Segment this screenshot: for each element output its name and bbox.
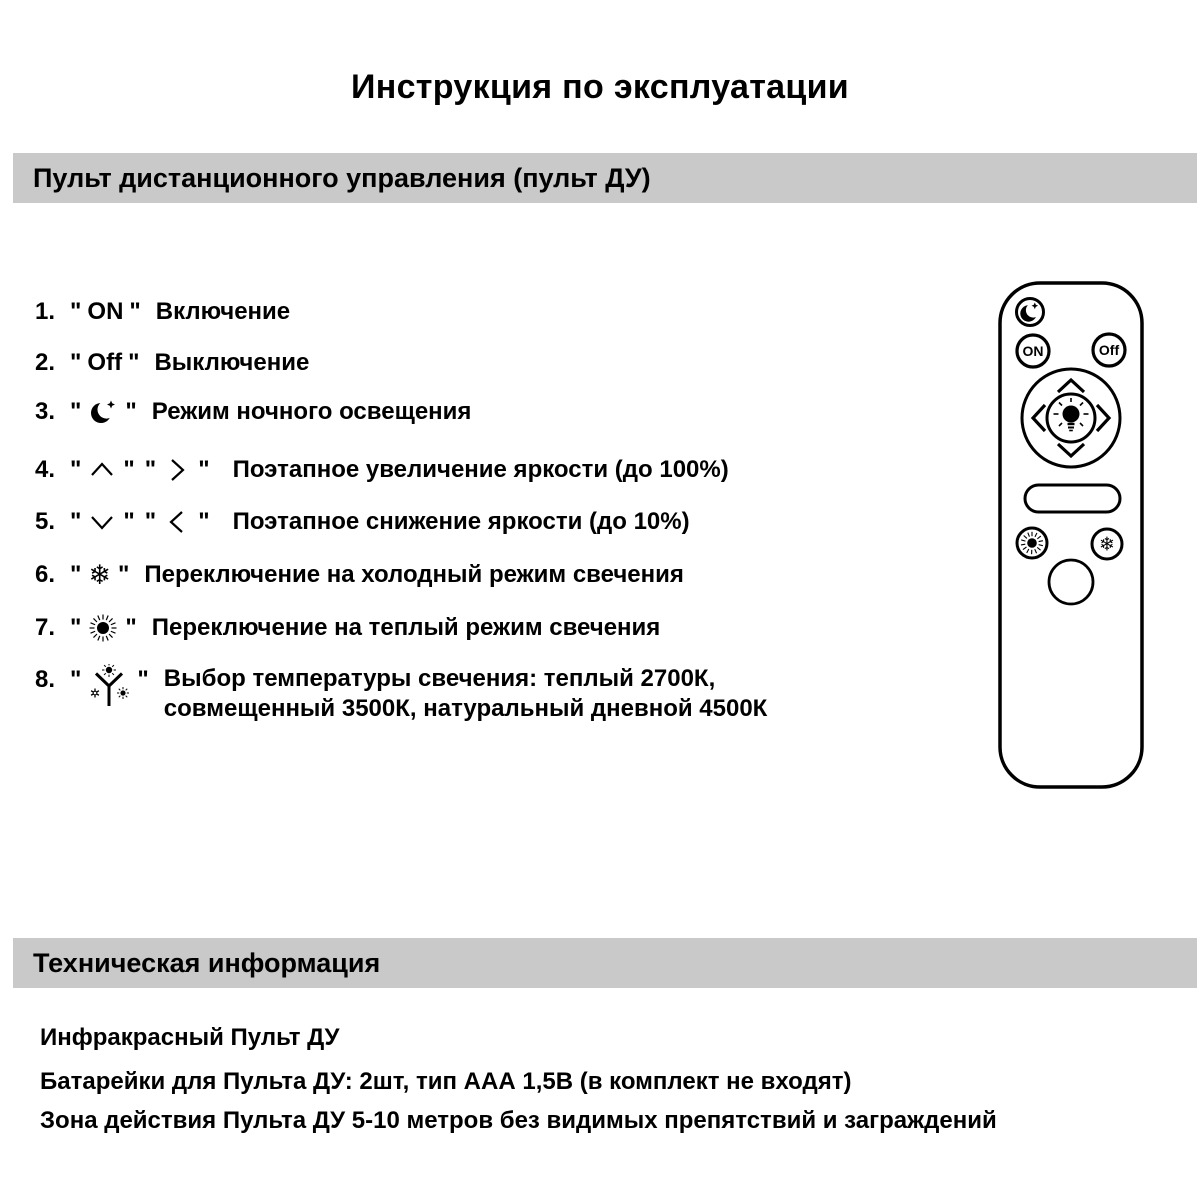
off-button-label: Off <box>1098 342 1120 358</box>
item-label: Переключение на теплый режим свечения <box>151 614 661 641</box>
snowflake-icon: ❄ <box>88 559 112 591</box>
item-number: 1. <box>35 298 56 325</box>
temperature-select-icon <box>88 664 130 710</box>
item-label: Выключение <box>154 349 310 376</box>
tech-info-line-1: Инфракрасный Пульт ДУ <box>40 1024 340 1051</box>
item-number: 5. <box>35 508 56 535</box>
quote-mark: " <box>125 398 137 425</box>
item-label-line-2: совмещенный 3500К, натуральный дневной 4500К <box>163 695 768 722</box>
sun-icon <box>1027 538 1037 548</box>
item-label: Переключение на холодный режим свечения <box>144 561 684 588</box>
list-item-warm-mode <box>35 612 660 644</box>
quote-mark: " <box>70 614 82 641</box>
list-item-brightness-down <box>35 506 690 538</box>
quote-mark: " <box>70 349 82 376</box>
quote-mark: " <box>70 298 82 325</box>
quote-mark: " <box>70 398 82 425</box>
remote-control-drawing <box>996 280 1146 792</box>
item-label <box>164 664 768 724</box>
quote-mark: " <box>70 508 82 535</box>
item-number: 7. <box>35 614 56 641</box>
quote-mark: " <box>70 666 82 693</box>
snowflake-icon: ❄ <box>1099 533 1115 556</box>
crescent-moon-icon <box>88 397 118 427</box>
quote-mark: " <box>198 508 210 535</box>
item-label: Режим ночного освещения <box>151 398 472 425</box>
list-item-cold-mode <box>35 559 684 591</box>
on-button-label: ON <box>1022 343 1044 359</box>
sun-icon <box>88 613 118 643</box>
item-number: 2. <box>35 349 56 376</box>
item-number: 3. <box>35 398 56 425</box>
list-item-night-mode <box>35 396 471 428</box>
chevron-right-icon <box>164 456 190 484</box>
item-label: Включение <box>155 298 291 325</box>
section-header-tech <box>13 938 1197 988</box>
quote-mark: " <box>198 456 210 483</box>
section-header-remote-text: Пульт дистанционного управления (пульт ДУ) <box>33 162 651 193</box>
item-number: 6. <box>35 561 56 588</box>
quote-mark: " <box>123 508 135 535</box>
item-label-line-1: Выбор температуры свечения: теплый 2700К, <box>163 665 716 692</box>
quote-mark: " <box>137 666 149 693</box>
quote-mark: " <box>70 456 82 483</box>
chevron-left-icon <box>164 508 190 536</box>
tech-info-line-3: Зона действия Пульта ДУ 5-10 метров без видимых препятствий и заграждений <box>40 1107 997 1134</box>
quote-mark: " <box>129 298 141 325</box>
list-item-on <box>35 296 290 328</box>
quote-mark: " <box>125 614 137 641</box>
list-item-off <box>35 347 309 379</box>
item-label: Поэтапное увеличение яркости (до 100%) <box>232 456 729 483</box>
chevron-up-icon <box>88 457 116 483</box>
quote-mark: " <box>70 561 82 588</box>
page-title: Инструкция по эксплуатации <box>351 68 849 106</box>
button-code-on: ON <box>87 298 124 325</box>
quote-mark: " <box>118 561 130 588</box>
item-number: 4. <box>35 456 56 483</box>
quote-mark: " <box>128 349 140 376</box>
tech-info-line-2: Батарейки для Пульта ДУ: 2шт, тип ААА 1,5В (в комплект не входят) <box>40 1068 852 1095</box>
button-code-off: Off <box>87 349 123 376</box>
list-item-color-temperature <box>35 664 767 724</box>
quote-mark: " <box>144 456 157 483</box>
chevron-down-icon <box>88 509 116 535</box>
item-label: Поэтапное снижение яркости (до 10%) <box>232 508 690 535</box>
quote-mark: " <box>144 508 157 535</box>
section-header-tech-text: Техническая информация <box>33 947 381 978</box>
list-item-brightness-up <box>35 454 729 486</box>
section-header-remote <box>13 153 1197 203</box>
item-number: 8. <box>35 666 56 693</box>
quote-mark: " <box>123 456 135 483</box>
